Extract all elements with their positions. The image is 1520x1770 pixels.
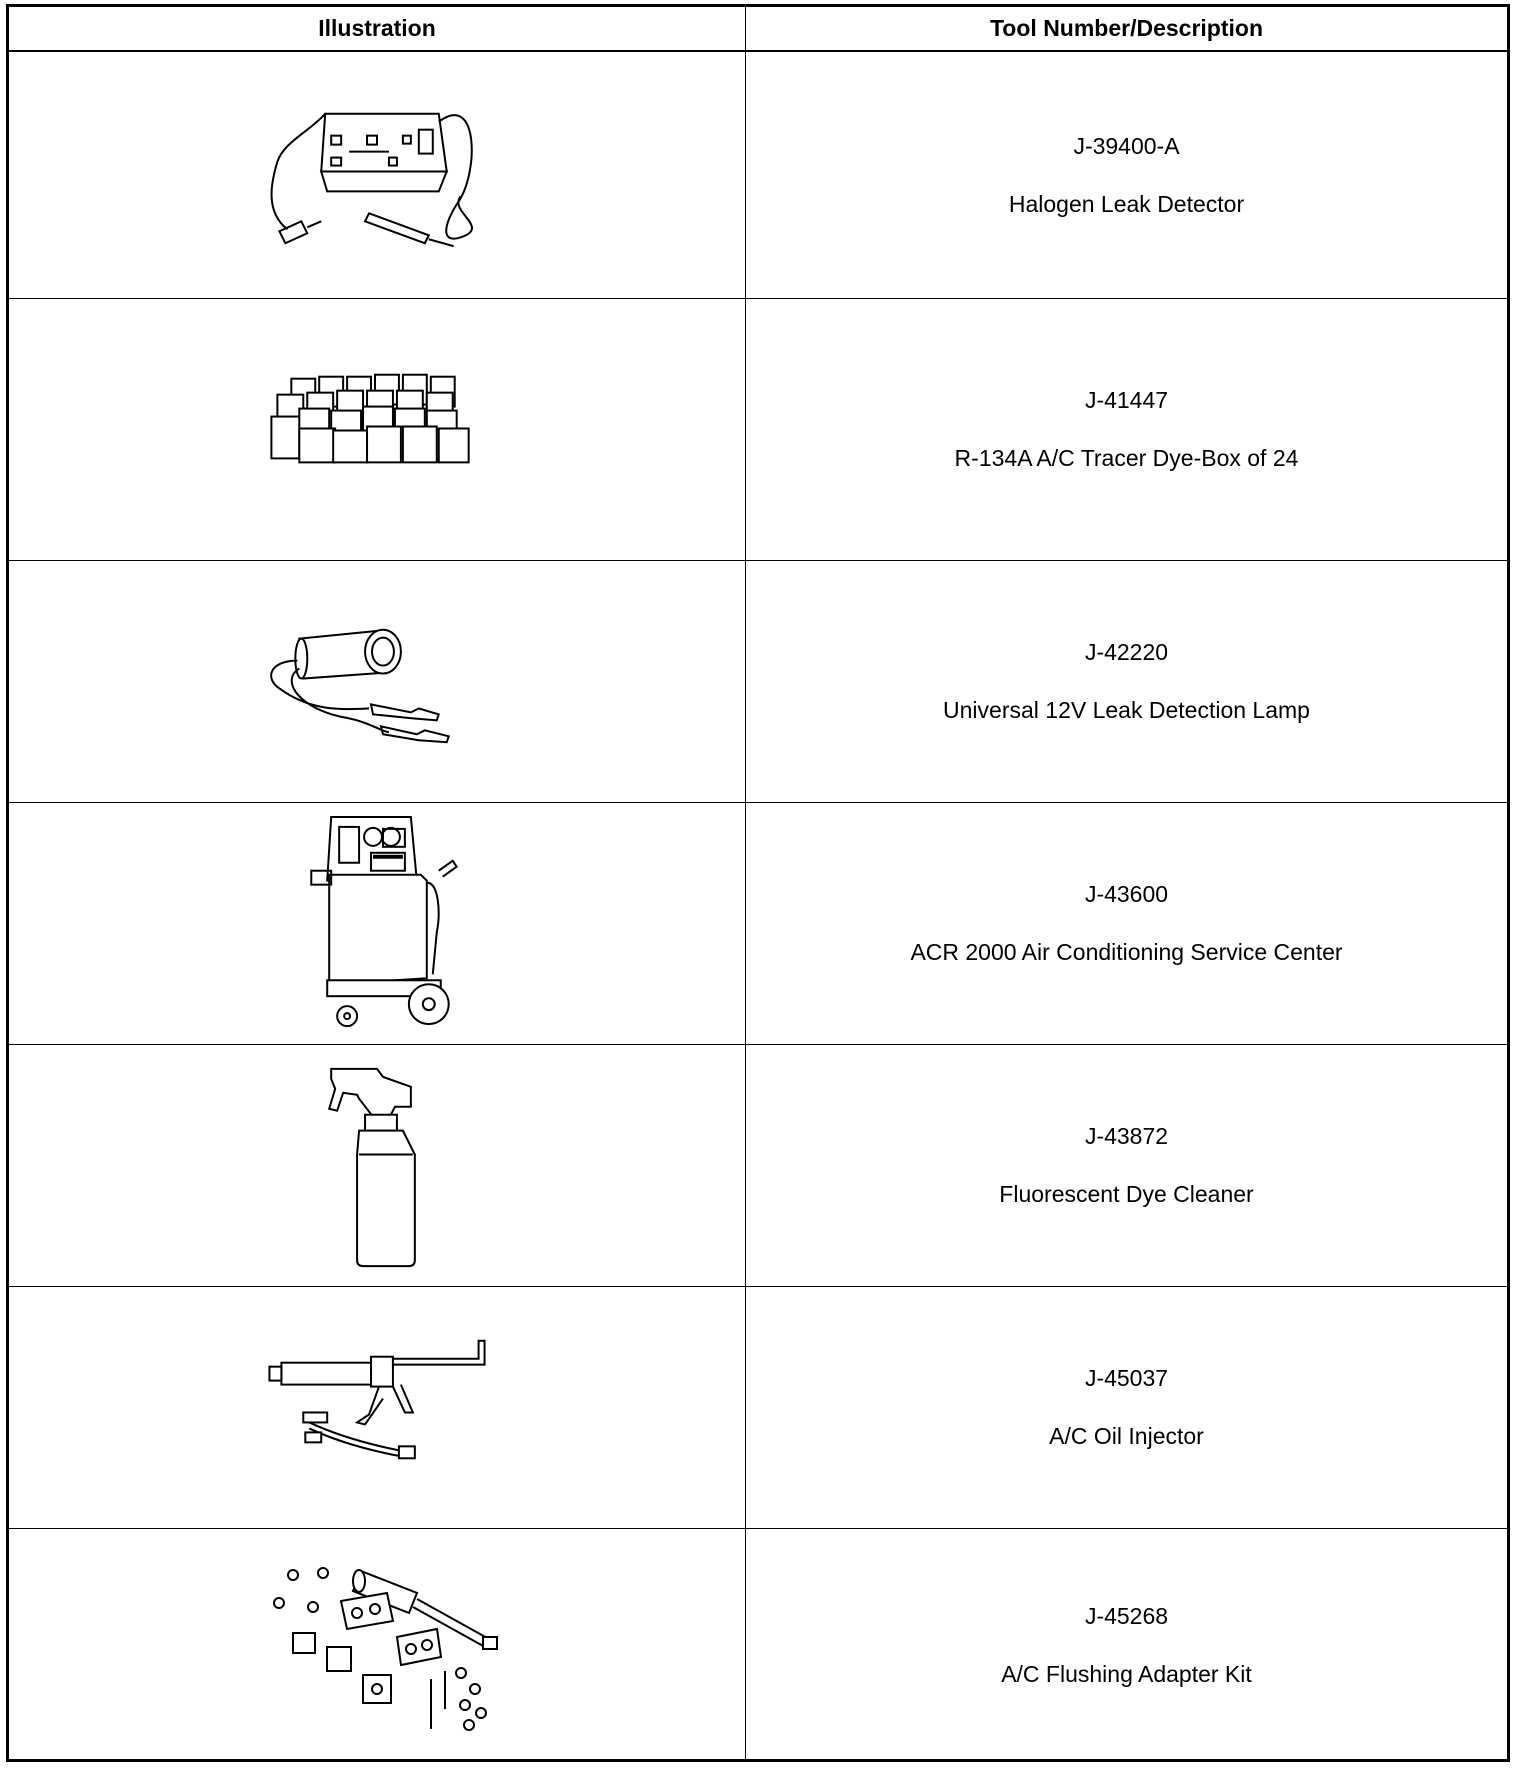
oil-injector-gun-illustration: [9, 1287, 745, 1528]
tool-description-cell: [746, 561, 1507, 802]
halogen-leak-detector-illustration: [9, 52, 745, 298]
tool-number: J-42220: [1084, 639, 1169, 665]
table-row: [9, 561, 1507, 803]
tool-name: Fluorescent Dye Cleaner: [999, 1181, 1254, 1207]
tool-number: J-43872: [1084, 1123, 1169, 1149]
tool-description-cell: [746, 1045, 1507, 1286]
tool-number: J-39400-A: [1073, 132, 1180, 159]
tool-description-cell: [746, 1287, 1507, 1528]
table-row: [9, 803, 1507, 1045]
tool-description-cell: [746, 52, 1507, 298]
flushing-adapter-kit-illustration: [9, 1529, 745, 1762]
leak-detection-lamp-illustration: [9, 561, 745, 802]
table-header: [9, 7, 1507, 52]
table-row: [9, 1529, 1507, 1762]
table-row: [9, 299, 1507, 561]
tool-description-cell: [746, 1529, 1507, 1762]
header-tool-number-description: Tool Number/Description: [989, 15, 1264, 41]
tool-name: Halogen Leak Detector: [1008, 190, 1245, 217]
tool-name: A/C Oil Injector: [1049, 1423, 1204, 1449]
tracer-dye-bottles-illustration: [9, 299, 745, 560]
service-center-cart-illustration: [9, 803, 745, 1044]
table-row: [9, 52, 1507, 299]
spray-bottle-illustration: [9, 1045, 745, 1286]
tool-name: ACR 2000 Air Conditioning Service Center: [910, 939, 1343, 965]
table-row: [9, 1287, 1507, 1529]
tool-number: J-41447: [1084, 387, 1169, 413]
tools-table: [6, 4, 1510, 1762]
table-row: [9, 1045, 1507, 1287]
tool-description-cell: [746, 803, 1507, 1044]
tool-description-cell: [746, 299, 1507, 560]
tool-number: J-43600: [1084, 881, 1169, 907]
tool-name: R-134A A/C Tracer Dye-Box of 24: [954, 445, 1299, 471]
tool-name: Universal 12V Leak Detection Lamp: [943, 697, 1310, 723]
tool-number: J-45268: [1084, 1603, 1169, 1629]
tool-number: J-45037: [1084, 1365, 1169, 1391]
tool-name: A/C Flushing Adapter Kit: [1001, 1661, 1252, 1687]
header-illustration: Illustration: [318, 15, 436, 41]
